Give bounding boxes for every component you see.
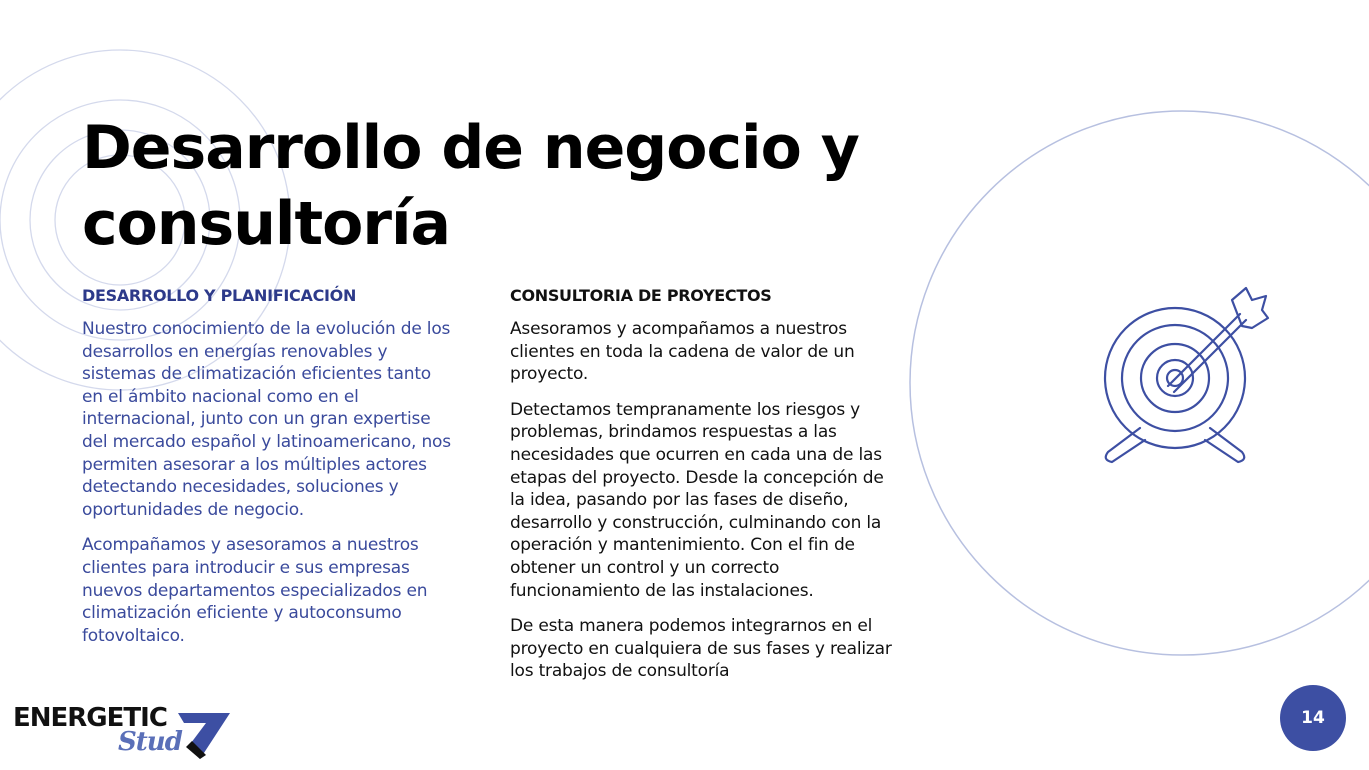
page-number-badge: 14 [1280, 685, 1346, 751]
logo-text-energetic: ENERGETIC [13, 703, 167, 733]
title-line-2: consultoría [82, 189, 451, 259]
target-arrow-icon [1105, 288, 1268, 462]
title-line-1: Desarrollo de negocio y [82, 113, 859, 183]
right-paragraph: De esta manera podemos integrarnos en el proyecto en cualquiera de sus fases y realizar los trabajos de consultoría [510, 616, 892, 682]
left-paragraph: Nuestro conocimiento de la evolución de los desarrollos en energías renovables y sistemas de climatización eficientes tanto en el ámbito nacional como en el internacional, junto con un gran expertise del mercado español y latinoamericano, nos permiten asesorar a los múltiples actores detectando necesidades, soluciones y oportunidades de negocio. [82, 319, 451, 520]
left-paragraph: Acompañamos y asesoramos a nuestros clientes para introducir e sus empresas nuevos departamentos especializados en climatización eficiente y autoconsumo fotovoltaico. [82, 535, 428, 646]
right-paragraph: Asesoramos y acompañamos a nuestros clientes en toda la cadena de valor de un proyecto. [510, 319, 855, 385]
right-paragraph: Detectamos tempranamente los riesgos y problemas, brindamos respuestas a las necesidades que ocurren en cada una de las etapas del proyecto. Desde la concepción de la idea, pasando por las fases de diseño, desarrollo y construcción, culminando con la operación y mantenimiento. Con el fin de obtener un control y un correcto funcionamiento de las instalaciones. [510, 399, 884, 601]
logo-text-stud: Stud [118, 727, 182, 757]
company-logo [10, 703, 230, 763]
left-column-heading: DESARROLLO Y PLANIFICACIÓN [82, 286, 357, 305]
large-outline-circle [910, 111, 1369, 655]
slide-title [82, 110, 859, 262]
right-column-heading: CONSULTORIA DE PROYECTOS [510, 286, 772, 305]
logo-check-mark-icon [178, 709, 232, 761]
right-column [510, 286, 895, 696]
left-column [82, 286, 457, 660]
